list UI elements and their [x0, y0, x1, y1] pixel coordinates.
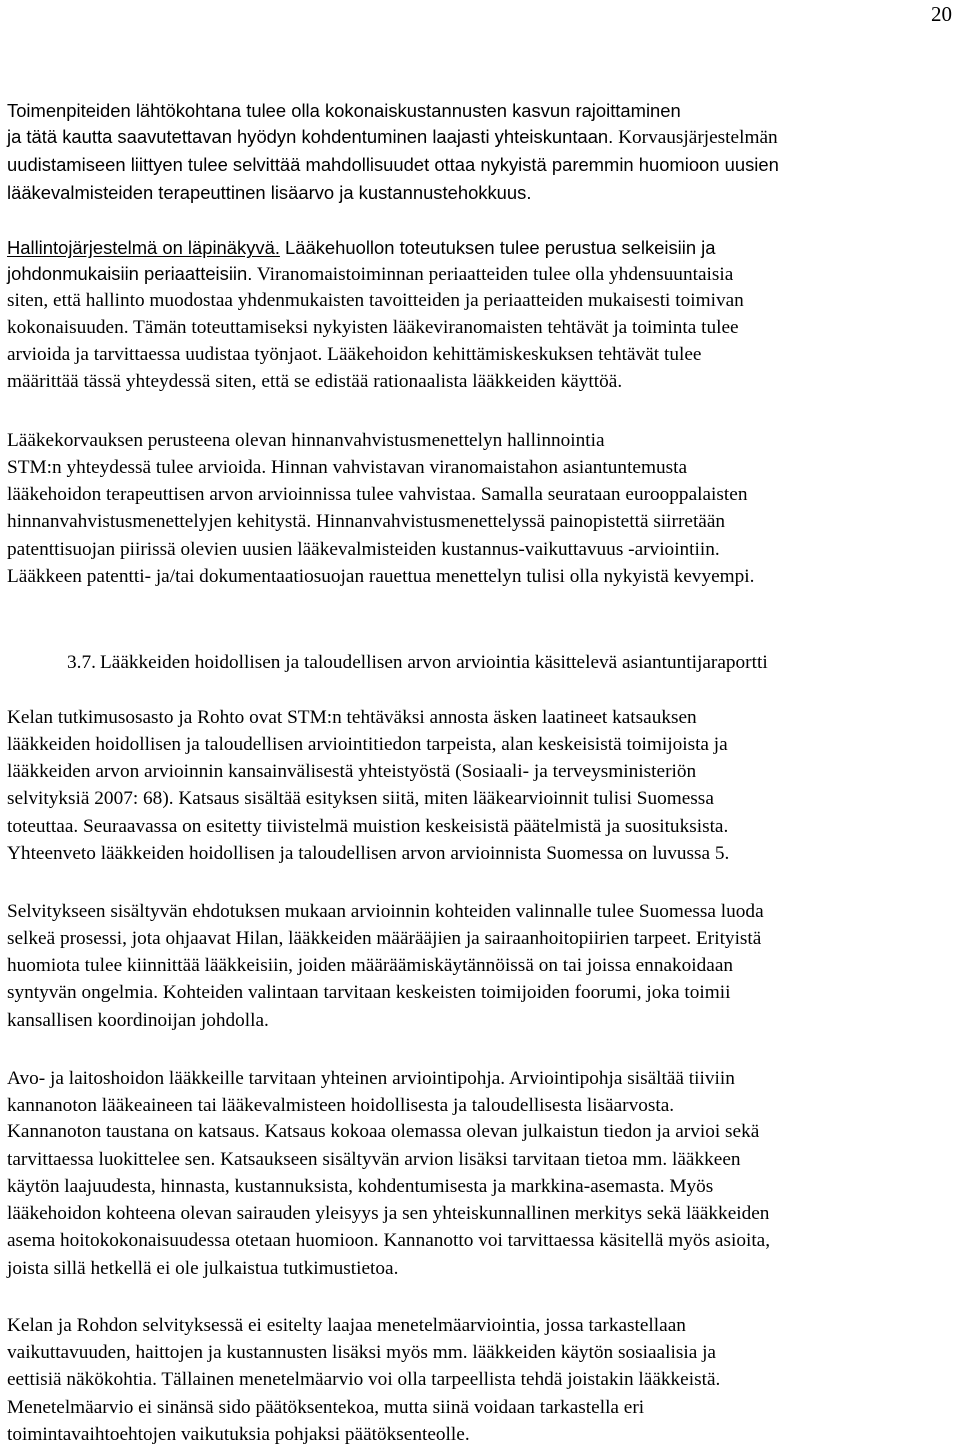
text-line: Kannanoton taustana on katsaus. Katsaus kokoaa olemassa olevan julkaistun tiedon ja arvioi sekä	[7, 1121, 760, 1142]
text-line: toimintavaihtoehtojen vaikutuksia pohjaksi päätöksenteolle.	[7, 1424, 470, 1445]
text-line: joista sillä hetkellä ei ole julkaistua tutkimustietoa.	[7, 1258, 399, 1279]
text-line: lääkehoidon terapeuttisen arvon arvioinnissa tulee vahvistaa. Samalla seurataan eurooppalaisten	[7, 484, 748, 505]
text-line	[7, 261, 733, 288]
text-line: vaikuttavuuden, haittojen ja kustannusten lisäksi myös mm. lääkkeiden käytön sosiaalisia ja	[7, 1342, 716, 1363]
text-line: käytön laajuudesta, hinnasta, kustannuksista, kohdentumisesta ja markkina-asemasta. Myös	[7, 1176, 714, 1197]
text-line: lääkkeiden arvon arvioinnin kansainvälisestä yhteistyöstä (Sosiaali- ja terveysministeriön	[7, 761, 697, 782]
text-line: kansallisen koordinoijan johdolla.	[7, 1010, 269, 1031]
text-line: Kelan ja Rohdon selvityksessä ei esitelty laajaa menetelmäarviointia, jossa tarkastellaan	[7, 1315, 686, 1336]
text-line: kokonaisuuden. Tämän toteuttamiseksi nykyisten lääkeviranomaisten tehtävät ja toiminta tulee	[7, 317, 739, 338]
text-span: Viranomaistoiminnan periaatteiden tulee olla yhdensuuntaisia	[252, 264, 734, 285]
text-line: toteuttaa. Seuraavassa on esitetty tiivistelmä muistion keskeisistä päätelmistä ja suosituksista.	[7, 816, 729, 837]
text-line: kannanoton lääkeaineen tai lääkevalmisteen hoidollisesta ja taloudellisesta lisäarvosta.	[7, 1095, 675, 1116]
text-span: Korvausjärjestelmän	[613, 127, 778, 148]
text-line: arvioida ja tarvittaessa uudistaa työnjaot. Lääkehoidon kehittämiskeskuksen tehtävät tulee	[7, 344, 702, 365]
text-span: Lääkehuollon toteutuksen tulee perustua selkeisiin ja	[279, 237, 716, 258]
text-line: Yhteenveto lääkkeiden hoidollisen ja taloudellisen arvon arvioinnista Suomessa on luvussa 5.	[7, 843, 730, 864]
text-line: siten, että hallinto muodostaa yhdenmukaisten tavoitteiden ja periaatteiden mukaisesti toimivan	[7, 290, 744, 311]
text-line: hinnanvahvistusmenettelyjen kehitystä. Hinnanvahvistusmenettelyssä painopistettä siirretään	[7, 511, 726, 532]
text-line: Menetelmäarvio ei sinänsä sido päätöksentekoa, mutta siinä voidaan tarkastella eri	[7, 1397, 645, 1418]
section-heading	[67, 650, 768, 676]
text-line: huomiota tulee kiinnittää lääkkeisiin, joiden määräämiskäytännöissä on tai joissa ennakoidaan	[7, 955, 734, 976]
text-line: Lääkkeen patentti- ja/tai dokumentaatiosuojan rauettua menettelyn tulisi olla nykyistä kevyempi.	[7, 566, 755, 587]
page-number: 20	[931, 2, 952, 26]
text-line: STM:n yhteydessä tulee arvioida. Hinnan vahvistavan viranomaistahon asiantuntemusta	[7, 457, 688, 478]
section-title: Lääkkeiden hoidollisen ja taloudellisen arvon arviointia käsittelevä asiantuntijaraportti	[100, 652, 768, 673]
text-line: Kelan tutkimusosasto ja Rohto ovat STM:n tehtäväksi annosta äsken laatineet katsauksen	[7, 707, 697, 728]
text-line: määrittää tässä yhteydessä siten, että se edistää rationaalista lääkkeiden käyttöä.	[7, 371, 623, 392]
text-line: Lääkekorvauksen perusteena olevan hinnanvahvistusmenettelyn hallinnointia	[7, 430, 605, 451]
text-line: selkeä prosessi, jota ohjaavat Hilan, lääkkeiden määrääjien ja sairaanhoitopiirien tarpeet. Erityistä	[7, 928, 762, 949]
text-line: patenttisuojan piirissä olevien uusien lääkevalmisteiden kustannus-vaikuttavuus -arviointiin.	[7, 539, 720, 560]
text-line: uudistamiseen liittyen tulee selvittää mahdollisuudet ottaa nykyistä paremmin huomioon uusien	[7, 154, 779, 175]
text-line: eettisiä näkökohtia. Tällainen menetelmäarvio voi olla tarpeellista tehdä joistakin lääkkeistä.	[7, 1369, 721, 1390]
text-line: Selvitykseen sisältyvän ehdotuksen mukaan arvioinnin kohteiden valinnalle tulee Suomessa luoda	[7, 901, 764, 922]
text-line: lääkehoidon kohteena olevan sairauden yleisyys ja sen yhteiskunnallinen merkitys sekä lääkkeiden	[7, 1203, 770, 1224]
text-line: syntyvän ongelmia. Kohteiden valintaan tarvitaan keskeisten toimijoiden foorumi, joka toimii	[7, 982, 731, 1003]
text-line: lääkkeiden hoidollisen ja taloudellisen arviointitiedon tarpeista, alan keskeisistä toimijoista ja	[7, 734, 728, 755]
underlined-lead: Hallintojärjestelmä on läpinäkyvä.	[7, 237, 280, 258]
text-span: johdonmukaisiin periaatteisiin.	[7, 263, 253, 284]
text-line: Avo- ja laitoshoidon lääkkeille tarvitaan yhteinen arviointipohja. Arviointipohja sisältää tiiviin	[7, 1068, 735, 1089]
text-line	[7, 235, 715, 261]
text-line: selvityksiä 2007: 68). Katsaus sisältää esityksen siitä, miten lääkearvioinnit tulisi Suomessa	[7, 788, 714, 809]
text-span: ja tätä kautta saavutettavan hyödyn kohdentuminen laajasti yhteiskuntaan.	[7, 126, 614, 147]
text-line	[7, 124, 778, 151]
text-line: lääkevalmisteiden terapeuttinen lisäarvo ja kustannustehokkuus.	[7, 182, 532, 203]
text-line: Toimenpiteiden lähtökohtana tulee olla kokonaiskustannusten kasvun rajoittaminen	[7, 100, 681, 121]
text-line: asema hoitokokonaisuudessa otetaan huomioon. Kannanotto voi tarvittaessa käsitellä myös asioita,	[7, 1230, 771, 1251]
text-line: tarvittaessa luokittelee sen. Katsaukseen sisältyvän arvion lisäksi tarvitaan tietoa mm. lääkkeen	[7, 1149, 741, 1170]
section-number: 3.7.	[67, 652, 96, 673]
